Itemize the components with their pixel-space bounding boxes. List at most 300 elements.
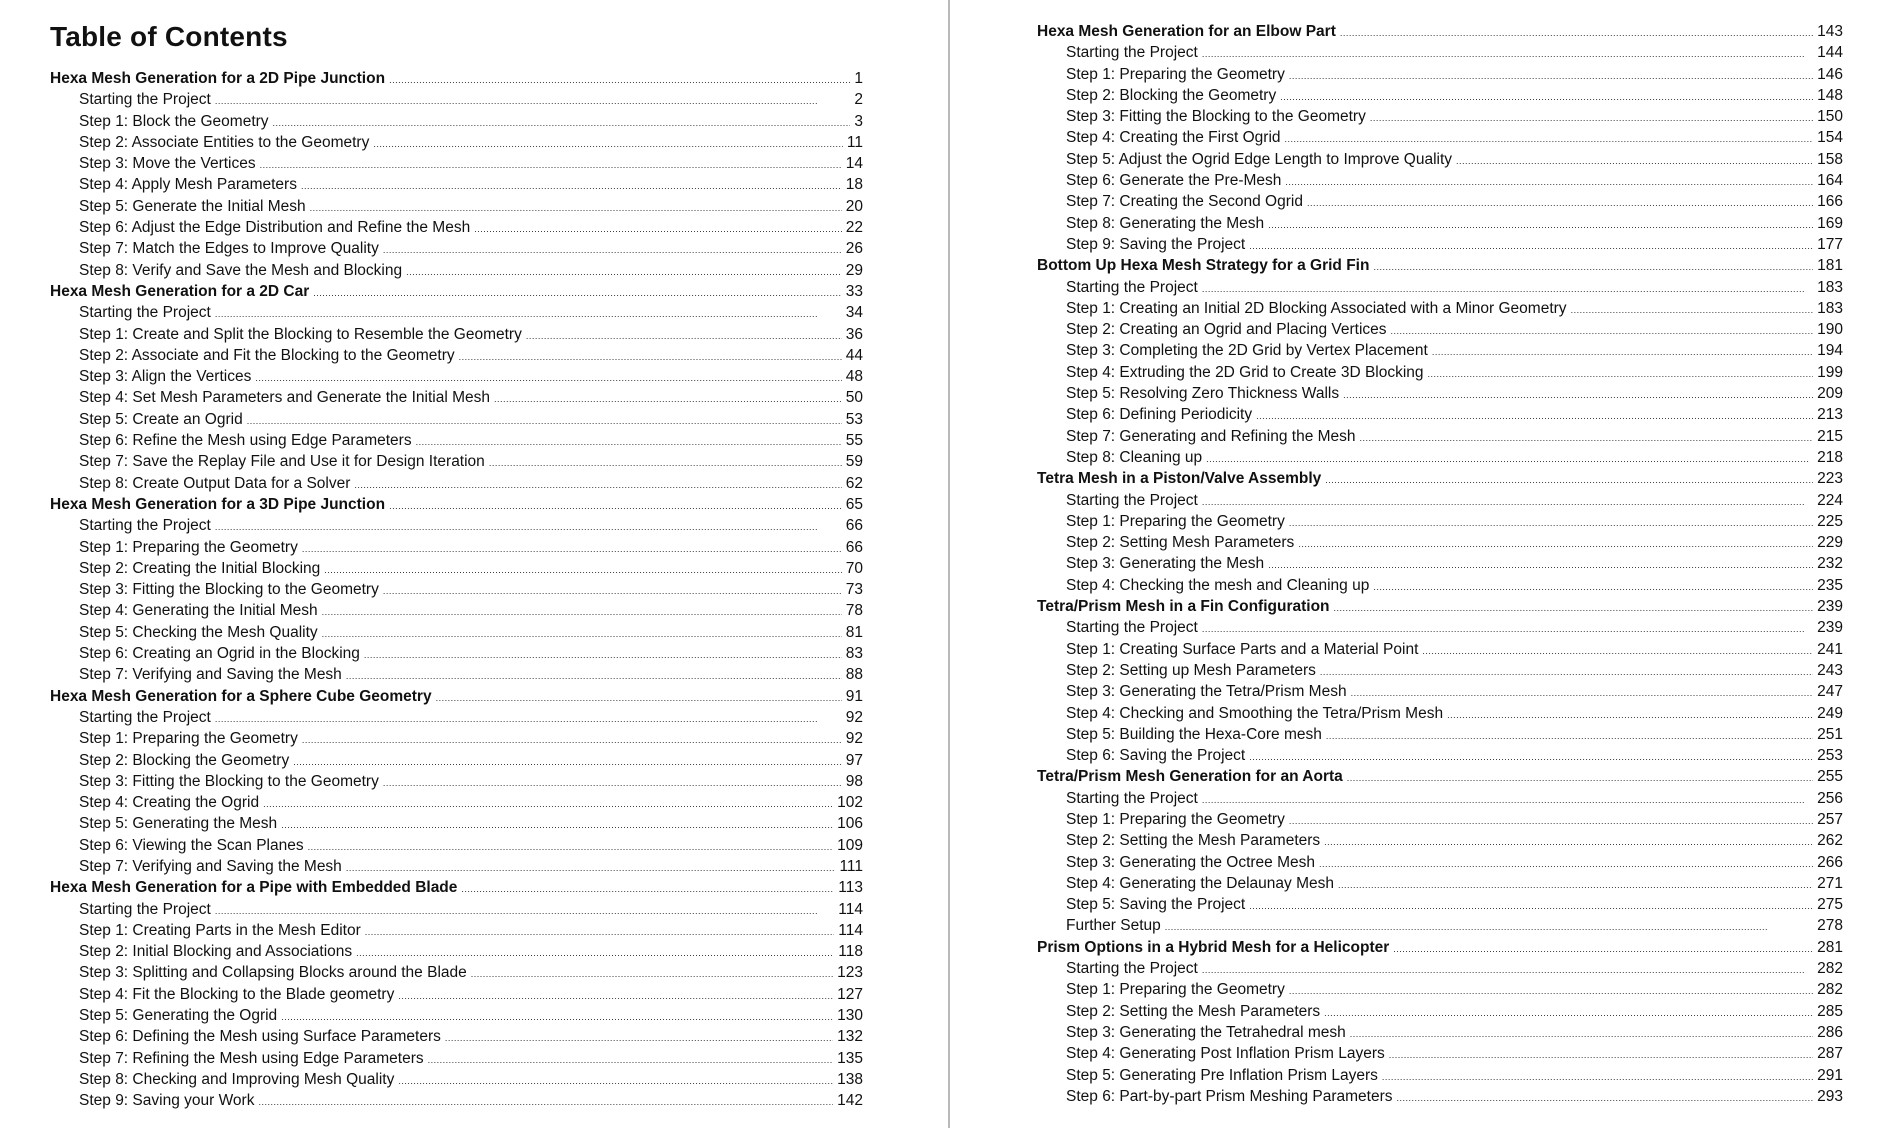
toc-dot-leader bbox=[1285, 127, 1814, 148]
toc-dot-leader bbox=[293, 750, 842, 771]
toc-step-entry[interactable] bbox=[1037, 745, 1843, 766]
toc-entry-title: Starting the Project bbox=[1066, 44, 1198, 62]
toc-step-entry[interactable] bbox=[50, 409, 863, 430]
toc-entry-title: Step 3: Fitting the Blocking to the Geometry bbox=[79, 772, 379, 790]
toc-entry-title: Step 5: Adjust the Ogrid Edge Length to Improve Quality bbox=[1066, 150, 1453, 168]
toc-entry-page-number: 70 bbox=[845, 559, 863, 577]
toc-dot-leader bbox=[301, 174, 842, 195]
toc-step-entry[interactable] bbox=[50, 366, 863, 387]
toc-entry-page-number: 181 bbox=[1817, 257, 1843, 275]
toc-dot-leader bbox=[324, 558, 842, 579]
toc-title: Table of Contents bbox=[50, 21, 288, 52]
toc-step-entry[interactable] bbox=[50, 664, 863, 685]
toc-step-entry[interactable] bbox=[1037, 617, 1843, 638]
toc-step-entry[interactable] bbox=[1037, 852, 1843, 873]
toc-entry-page-number: 106 bbox=[837, 815, 863, 833]
toc-entry-title: Step 1: Preparing the Geometry bbox=[79, 730, 298, 748]
toc-step-entry[interactable] bbox=[50, 1005, 863, 1026]
toc-entry-page-number: 241 bbox=[1817, 640, 1843, 658]
left-page bbox=[0, 0, 948, 1128]
toc-entry-page-number: 92 bbox=[845, 708, 863, 726]
toc-step-entry[interactable] bbox=[1037, 703, 1843, 724]
toc-step-entry[interactable] bbox=[1037, 447, 1843, 468]
toc-dot-leader bbox=[1256, 404, 1813, 425]
toc-dot-leader bbox=[445, 1026, 833, 1047]
toc-entry-title: Starting the Project bbox=[79, 900, 211, 918]
toc-dot-leader bbox=[1324, 830, 1813, 851]
toc-entry-page-number: 20 bbox=[845, 197, 863, 215]
toc-entry-title: Step 3: Move the Vertices bbox=[79, 155, 256, 173]
toc-step-entry[interactable] bbox=[50, 345, 863, 366]
toc-step-entry[interactable] bbox=[50, 813, 863, 834]
toc-step-entry[interactable] bbox=[1037, 127, 1843, 148]
toc-entry-page-number: 266 bbox=[1817, 853, 1843, 871]
toc-entry-page-number: 177 bbox=[1817, 235, 1843, 253]
toc-step-entry[interactable] bbox=[1037, 298, 1843, 319]
toc-entry-page-number: 282 bbox=[1817, 981, 1843, 999]
toc-step-entry[interactable] bbox=[50, 920, 863, 941]
toc-entry-page-number: 158 bbox=[1817, 150, 1843, 168]
toc-step-entry[interactable] bbox=[50, 962, 863, 983]
toc-step-entry[interactable] bbox=[1037, 575, 1843, 596]
toc-dot-leader bbox=[1373, 575, 1813, 596]
toc-entry-title: Step 1: Block the Geometry bbox=[79, 112, 269, 130]
toc-entry-page-number: 278 bbox=[1817, 917, 1843, 935]
toc-entry-title: Step 2: Blocking the Geometry bbox=[79, 751, 290, 769]
toc-entry-page-number: 109 bbox=[837, 836, 863, 854]
toc-entry-title: Step 6: Viewing the Scan Planes bbox=[79, 836, 304, 854]
toc-step-entry[interactable] bbox=[50, 1048, 863, 1069]
toc-entry-page-number: 223 bbox=[1817, 470, 1843, 488]
toc-dot-leader bbox=[322, 622, 842, 643]
toc-entry-page-number: 114 bbox=[838, 900, 863, 918]
toc-entry-title: Step 5: Checking the Mesh Quality bbox=[79, 623, 318, 641]
toc-step-entry[interactable] bbox=[1037, 277, 1843, 298]
toc-list-left bbox=[50, 68, 863, 1112]
toc-step-entry[interactable] bbox=[50, 643, 863, 664]
toc-entry-page-number: 148 bbox=[1817, 86, 1843, 104]
toc-step-entry[interactable] bbox=[50, 899, 863, 920]
toc-step-entry[interactable] bbox=[50, 707, 863, 728]
toc-dot-leader bbox=[383, 579, 842, 600]
toc-dot-leader bbox=[373, 132, 843, 153]
toc-step-entry[interactable] bbox=[50, 1069, 863, 1090]
toc-entry-title: Step 5: Create an Ogrid bbox=[79, 410, 243, 428]
toc-step-entry[interactable] bbox=[1037, 42, 1843, 63]
toc-step-entry[interactable] bbox=[50, 856, 863, 877]
toc-step-entry[interactable] bbox=[50, 324, 863, 345]
toc-entry-title: Step 6: Defining the Mesh using Surface Parameters bbox=[79, 1028, 441, 1046]
toc-entry-page-number: 66 bbox=[845, 538, 863, 556]
toc-entry-page-number: 146 bbox=[1817, 65, 1843, 83]
toc-entry-title: Step 8: Create Output Data for a Solver bbox=[79, 474, 351, 492]
toc-step-entry[interactable] bbox=[1037, 170, 1843, 191]
toc-dot-leader bbox=[489, 451, 842, 472]
toc-dot-leader bbox=[428, 1048, 833, 1069]
toc-entry-page-number: 232 bbox=[1817, 555, 1843, 573]
toc-entry-page-number: 113 bbox=[838, 879, 863, 897]
toc-dot-leader bbox=[1422, 639, 1813, 660]
toc-entry-page-number: 111 bbox=[839, 857, 863, 875]
toc-entry-page-number: 114 bbox=[838, 921, 863, 939]
toc-entry-title: Step 5: Resolving Zero Thickness Walls bbox=[1066, 385, 1340, 403]
toc-entry-page-number: 66 bbox=[845, 517, 863, 535]
toc-entry-title: Step 7: Verifying and Saving the Mesh bbox=[79, 666, 342, 684]
toc-entry-page-number: 281 bbox=[1817, 938, 1843, 956]
toc-entry-title: Step 4: Creating the First Ogrid bbox=[1066, 129, 1281, 147]
toc-step-entry[interactable] bbox=[50, 558, 863, 579]
toc-dot-leader bbox=[215, 515, 842, 536]
toc-entry-page-number: 194 bbox=[1817, 342, 1843, 360]
toc-step-entry[interactable] bbox=[50, 238, 863, 259]
toc-entry-title: Starting the Project bbox=[1066, 491, 1198, 509]
toc-entry-title: Step 7: Creating the Second Ogrid bbox=[1066, 193, 1303, 211]
toc-dot-leader bbox=[389, 68, 850, 89]
toc-step-entry[interactable] bbox=[50, 941, 863, 962]
toc-dot-leader bbox=[1338, 873, 1813, 894]
toc-entry-page-number: 83 bbox=[845, 645, 863, 663]
toc-dot-leader bbox=[1249, 234, 1813, 255]
toc-dot-leader bbox=[1360, 426, 1814, 447]
toc-entry-title: Step 9: Saving your Work bbox=[79, 1092, 255, 1110]
toc-entry-page-number: 92 bbox=[845, 730, 863, 748]
toc-entry-page-number: 199 bbox=[1817, 363, 1843, 381]
toc-entry-title: Step 2: Creating an Ogrid and Placing Vertices bbox=[1066, 321, 1387, 339]
toc-chapter-entry[interactable] bbox=[1037, 937, 1843, 958]
toc-entry-page-number: 29 bbox=[845, 261, 863, 279]
toc-dot-leader bbox=[281, 1005, 833, 1026]
toc-entry-title: Step 6: Creating an Ogrid in the Blocking bbox=[79, 645, 360, 663]
toc-chapter-entry[interactable] bbox=[1037, 468, 1843, 489]
toc-dot-leader bbox=[215, 302, 842, 323]
toc-entry-page-number: 213 bbox=[1817, 406, 1843, 424]
toc-entry-page-number: 150 bbox=[1817, 108, 1843, 126]
toc-entry-page-number: 225 bbox=[1817, 512, 1843, 530]
toc-entry-page-number: 143 bbox=[1817, 23, 1843, 40]
toc-dot-leader bbox=[346, 664, 842, 685]
toc-entry-title: Step 4: Generating the Initial Mesh bbox=[79, 602, 318, 620]
toc-entry-page-number: 247 bbox=[1817, 683, 1843, 701]
toc-dot-leader bbox=[215, 899, 834, 920]
toc-dot-leader bbox=[1206, 447, 1813, 468]
toc-entry-page-number: 65 bbox=[845, 495, 863, 513]
toc-entry-page-number: 190 bbox=[1817, 321, 1843, 339]
toc-dot-leader bbox=[383, 238, 842, 259]
toc-dot-leader bbox=[308, 835, 834, 856]
toc-entry-title: Step 1: Creating Surface Parts and a Material Point bbox=[1066, 640, 1419, 658]
toc-step-entry[interactable] bbox=[50, 473, 863, 494]
toc-step-entry[interactable] bbox=[1037, 724, 1843, 745]
toc-entry-page-number: 132 bbox=[837, 1028, 863, 1046]
toc-step-entry[interactable] bbox=[50, 132, 863, 153]
toc-entry-page-number: 81 bbox=[845, 623, 863, 641]
toc-step-entry[interactable] bbox=[50, 302, 863, 323]
toc-entry-title: Step 2: Setting Mesh Parameters bbox=[1066, 534, 1295, 552]
toc-entry-page-number: 243 bbox=[1817, 661, 1843, 679]
toc-dot-leader bbox=[215, 707, 842, 728]
toc-entry-page-number: 138 bbox=[837, 1070, 863, 1088]
toc-chapter-entry[interactable] bbox=[50, 281, 863, 302]
toc-entry-title: Tetra Mesh in a Piston/Valve Assembly bbox=[1037, 470, 1322, 488]
toc-step-entry[interactable] bbox=[50, 771, 863, 792]
toc-entry-page-number: 62 bbox=[845, 474, 863, 492]
toc-dot-leader bbox=[215, 89, 851, 110]
toc-dot-leader bbox=[346, 856, 836, 877]
toc-step-entry[interactable] bbox=[1037, 383, 1843, 404]
toc-step-entry[interactable] bbox=[50, 430, 863, 451]
toc-entry-page-number: 183 bbox=[1817, 299, 1843, 317]
toc-entry-page-number: 97 bbox=[845, 751, 863, 769]
toc-step-entry[interactable] bbox=[1037, 362, 1843, 383]
toc-step-entry[interactable] bbox=[1037, 490, 1843, 511]
toc-chapter-entry[interactable] bbox=[1037, 255, 1843, 276]
toc-step-entry[interactable] bbox=[50, 984, 863, 1005]
toc-entry-page-number: 256 bbox=[1817, 789, 1843, 807]
toc-chapter-entry[interactable] bbox=[1037, 596, 1843, 617]
toc-dot-leader bbox=[1289, 64, 1813, 85]
toc-entry-title: Step 7: Verifying and Saving the Mesh bbox=[79, 857, 342, 875]
toc-step-entry[interactable] bbox=[1037, 681, 1843, 702]
toc-entry-title: Step 6: Defining Periodicity bbox=[1066, 406, 1253, 424]
toc-step-entry[interactable] bbox=[50, 728, 863, 749]
toc-entry-title: Step 7: Refining the Mesh using Edge Parameters bbox=[79, 1049, 424, 1067]
toc-dot-leader bbox=[383, 771, 842, 792]
toc-chapter-entry[interactable] bbox=[1037, 766, 1843, 787]
toc-entry-page-number: 154 bbox=[1817, 129, 1843, 147]
toc-dot-leader bbox=[389, 494, 842, 515]
toc-step-entry[interactable] bbox=[1037, 149, 1843, 170]
toc-dot-leader bbox=[1391, 319, 1814, 340]
toc-dot-leader bbox=[494, 387, 842, 408]
toc-entry-page-number: 130 bbox=[837, 1007, 863, 1025]
toc-dot-leader bbox=[1319, 852, 1813, 873]
toc-entry-title: Step 7: Match the Edges to Improve Quality bbox=[79, 240, 379, 258]
toc-dot-leader bbox=[302, 728, 842, 749]
toc-entry-title: Tetra/Prism Mesh Generation for an Aorta bbox=[1037, 768, 1343, 786]
toc-step-entry[interactable] bbox=[50, 622, 863, 643]
toc-entry-page-number: 135 bbox=[837, 1049, 863, 1067]
toc-entry-title: Step 1: Preparing the Geometry bbox=[1066, 810, 1285, 828]
toc-step-entry[interactable] bbox=[50, 451, 863, 472]
toc-entry-page-number: 98 bbox=[845, 772, 863, 790]
toc-entry-title: Starting the Project bbox=[79, 517, 211, 535]
toc-entry-page-number: 2 bbox=[854, 91, 863, 109]
toc-step-entry[interactable] bbox=[1037, 639, 1843, 660]
toc-step-entry[interactable] bbox=[1037, 64, 1843, 85]
toc-dot-leader bbox=[1202, 490, 1813, 511]
toc-step-entry[interactable] bbox=[1037, 1022, 1843, 1043]
toc-entry-title: Bottom Up Hexa Mesh Strategy for a Grid Fin bbox=[1037, 257, 1370, 275]
toc-step-entry[interactable] bbox=[50, 600, 863, 621]
toc-step-entry[interactable] bbox=[1037, 426, 1843, 447]
toc-entry-page-number: 235 bbox=[1817, 576, 1843, 594]
toc-step-entry[interactable] bbox=[50, 153, 863, 174]
toc-entry-title: Prism Options in a Hybrid Mesh for a Helicopter bbox=[1037, 938, 1390, 956]
toc-step-entry[interactable] bbox=[50, 1090, 863, 1111]
toc-entry-title: Step 3: Generating the Octree Mesh bbox=[1066, 853, 1315, 871]
toc-entry-page-number: 209 bbox=[1817, 385, 1843, 403]
toc-dot-leader bbox=[1396, 1086, 1813, 1107]
toc-dot-leader bbox=[406, 260, 842, 281]
toc-step-entry[interactable] bbox=[50, 835, 863, 856]
toc-step-entry[interactable] bbox=[50, 792, 863, 813]
toc-dot-leader bbox=[1289, 809, 1813, 830]
toc-step-entry[interactable] bbox=[50, 515, 863, 536]
toc-entry-title: Step 5: Generate the Initial Mesh bbox=[79, 197, 306, 215]
toc-entry-title: Step 1: Create and Split the Blocking to Resemble the Geometry bbox=[79, 325, 522, 343]
toc-step-entry[interactable] bbox=[1037, 660, 1843, 681]
toc-dot-leader bbox=[255, 366, 841, 387]
toc-step-entry[interactable] bbox=[1037, 1065, 1843, 1086]
toc-dot-leader bbox=[281, 813, 833, 834]
toc-entry-title: Starting the Project bbox=[1066, 960, 1198, 978]
toc-step-entry[interactable] bbox=[1037, 830, 1843, 851]
toc-step-entry[interactable] bbox=[1037, 85, 1843, 106]
toc-dot-leader bbox=[247, 409, 842, 430]
toc-dot-leader bbox=[263, 792, 833, 813]
toc-entry-title: Step 2: Initial Blocking and Associations bbox=[79, 943, 353, 961]
toc-entry-page-number: 33 bbox=[845, 282, 863, 300]
toc-entry-title: Step 4: Fit the Blocking to the Blade geometry bbox=[79, 985, 395, 1003]
toc-step-entry[interactable] bbox=[1037, 1043, 1843, 1064]
toc-entry-title: Step 6: Adjust the Edge Distribution and Refine the Mesh bbox=[79, 219, 471, 237]
toc-step-entry[interactable] bbox=[50, 89, 863, 110]
toc-entry-page-number: 164 bbox=[1817, 172, 1843, 190]
toc-step-entry[interactable] bbox=[1037, 106, 1843, 127]
toc-entry-title: Step 3: Align the Vertices bbox=[79, 368, 252, 386]
toc-entry-title: Hexa Mesh Generation for a Pipe with Embedded Blade bbox=[50, 879, 458, 897]
toc-step-entry[interactable] bbox=[1037, 511, 1843, 532]
toc-entry-page-number: 183 bbox=[1817, 278, 1843, 296]
toc-dot-leader bbox=[1268, 553, 1813, 574]
toc-dot-leader bbox=[1571, 298, 1814, 319]
toc-step-entry[interactable] bbox=[50, 387, 863, 408]
toc-entry-page-number: 123 bbox=[837, 964, 863, 982]
toc-entry-page-number: 249 bbox=[1817, 704, 1843, 722]
toc-entry-title: Step 5: Generating Pre Inflation Prism Layers bbox=[1066, 1066, 1378, 1084]
toc-dot-leader bbox=[1432, 340, 1813, 361]
toc-step-entry[interactable] bbox=[1037, 894, 1843, 915]
toc-entry-page-number: 11 bbox=[846, 133, 863, 151]
toc-entry-title: Step 2: Setting up Mesh Parameters bbox=[1066, 661, 1316, 679]
toc-entry-page-number: 18 bbox=[845, 176, 863, 194]
toc-dot-leader bbox=[1289, 511, 1813, 532]
toc-entry-page-number: 50 bbox=[845, 389, 863, 407]
toc-step-entry[interactable] bbox=[50, 174, 863, 195]
toc-entry-page-number: 166 bbox=[1817, 193, 1843, 211]
toc-entry-page-number: 59 bbox=[845, 453, 863, 471]
toc-step-entry[interactable] bbox=[50, 579, 863, 600]
toc-chapter-entry[interactable] bbox=[50, 68, 863, 89]
right-page bbox=[950, 0, 1897, 1128]
toc-entry-title: Step 8: Verify and Save the Mesh and Blocking bbox=[79, 261, 403, 279]
toc-step-entry[interactable] bbox=[1037, 213, 1843, 234]
toc-entry-page-number: 14 bbox=[845, 155, 863, 173]
toc-step-entry[interactable] bbox=[1037, 1086, 1843, 1107]
toc-dot-leader bbox=[1456, 149, 1813, 170]
toc-entry-page-number: 48 bbox=[845, 368, 863, 386]
toc-entry-page-number: 229 bbox=[1817, 534, 1843, 552]
toc-entry-page-number: 44 bbox=[845, 346, 863, 364]
toc-step-entry[interactable] bbox=[50, 750, 863, 771]
toc-dot-leader bbox=[416, 430, 842, 451]
toc-entry-title: Hexa Mesh Generation for a Sphere Cube Geometry bbox=[50, 687, 432, 705]
toc-entry-page-number: 262 bbox=[1817, 832, 1843, 850]
toc-entry-page-number: 73 bbox=[845, 581, 863, 599]
toc-entry-page-number: 253 bbox=[1817, 747, 1843, 765]
toc-step-entry[interactable] bbox=[50, 1026, 863, 1047]
toc-entry-title: Step 9: Saving the Project bbox=[1066, 235, 1246, 253]
toc-entry-page-number: 218 bbox=[1817, 448, 1843, 466]
toc-dot-leader bbox=[273, 111, 851, 132]
toc-entry-page-number: 293 bbox=[1817, 1087, 1843, 1105]
toc-step-entry[interactable] bbox=[50, 260, 863, 281]
toc-entry-page-number: 282 bbox=[1817, 960, 1843, 978]
toc-dot-leader bbox=[1202, 958, 1813, 979]
toc-step-entry[interactable] bbox=[1037, 404, 1843, 425]
toc-step-entry[interactable] bbox=[1037, 873, 1843, 894]
toc-entry-title: Step 4: Creating the Ogrid bbox=[79, 794, 260, 812]
toc-entry-page-number: 118 bbox=[838, 943, 863, 961]
toc-dot-leader bbox=[436, 686, 842, 707]
toc-dot-leader bbox=[258, 1090, 833, 1111]
toc-step-entry[interactable] bbox=[1037, 915, 1843, 936]
toc-step-entry[interactable] bbox=[50, 217, 863, 238]
toc-step-entry[interactable] bbox=[1037, 532, 1843, 553]
toc-step-entry[interactable] bbox=[1037, 788, 1843, 809]
toc-entry-page-number: 291 bbox=[1817, 1066, 1843, 1084]
toc-step-entry[interactable] bbox=[1037, 234, 1843, 255]
toc-chapter-entry[interactable] bbox=[50, 877, 863, 898]
toc-entry-title: Further Setup bbox=[1066, 917, 1161, 935]
toc-dot-leader bbox=[364, 643, 842, 664]
toc-entry-title: Hexa Mesh Generation for a 3D Pipe Junction bbox=[50, 495, 386, 513]
toc-step-entry[interactable] bbox=[50, 111, 863, 132]
toc-chapter-entry[interactable] bbox=[50, 686, 863, 707]
toc-entry-title: Step 2: Associate and Fit the Blocking to the Geometry bbox=[79, 346, 455, 364]
toc-entry-title: Step 5: Building the Hexa-Core mesh bbox=[1066, 725, 1322, 743]
toc-step-entry[interactable] bbox=[1037, 958, 1843, 979]
toc-dot-leader bbox=[313, 281, 841, 302]
toc-entry-title: Step 4: Apply Mesh Parameters bbox=[79, 176, 297, 194]
toc-step-entry[interactable] bbox=[50, 196, 863, 217]
toc-entry-page-number: 102 bbox=[837, 794, 863, 812]
toc-step-entry[interactable] bbox=[1037, 553, 1843, 574]
toc-entry-page-number: 142 bbox=[837, 1092, 863, 1110]
toc-dot-leader bbox=[1289, 979, 1813, 1000]
toc-entry-title: Step 2: Creating the Initial Blocking bbox=[79, 559, 321, 577]
toc-dot-leader bbox=[1202, 617, 1813, 638]
toc-step-entry[interactable] bbox=[1037, 1001, 1843, 1022]
toc-entry-title: Starting the Project bbox=[1066, 789, 1198, 807]
toc-entry-page-number: 1 bbox=[854, 70, 863, 87]
toc-entry-page-number: 287 bbox=[1817, 1045, 1843, 1063]
toc-entry-title: Step 4: Checking the mesh and Cleaning up bbox=[1066, 576, 1370, 594]
toc-step-entry[interactable] bbox=[50, 537, 863, 558]
toc-dot-leader bbox=[1202, 788, 1813, 809]
toc-entry-page-number: 36 bbox=[845, 325, 863, 343]
toc-dot-leader bbox=[1325, 468, 1813, 489]
toc-chapter-entry[interactable] bbox=[1037, 21, 1843, 42]
toc-step-entry[interactable] bbox=[1037, 979, 1843, 1000]
toc-step-entry[interactable] bbox=[1037, 191, 1843, 212]
toc-dot-leader bbox=[1350, 1022, 1813, 1043]
toc-step-entry[interactable] bbox=[1037, 340, 1843, 361]
toc-step-entry[interactable] bbox=[1037, 809, 1843, 830]
toc-entry-title: Step 4: Set Mesh Parameters and Generate the Initial Mesh bbox=[79, 389, 490, 407]
toc-chapter-entry[interactable] bbox=[50, 494, 863, 515]
toc-step-entry[interactable] bbox=[1037, 319, 1843, 340]
